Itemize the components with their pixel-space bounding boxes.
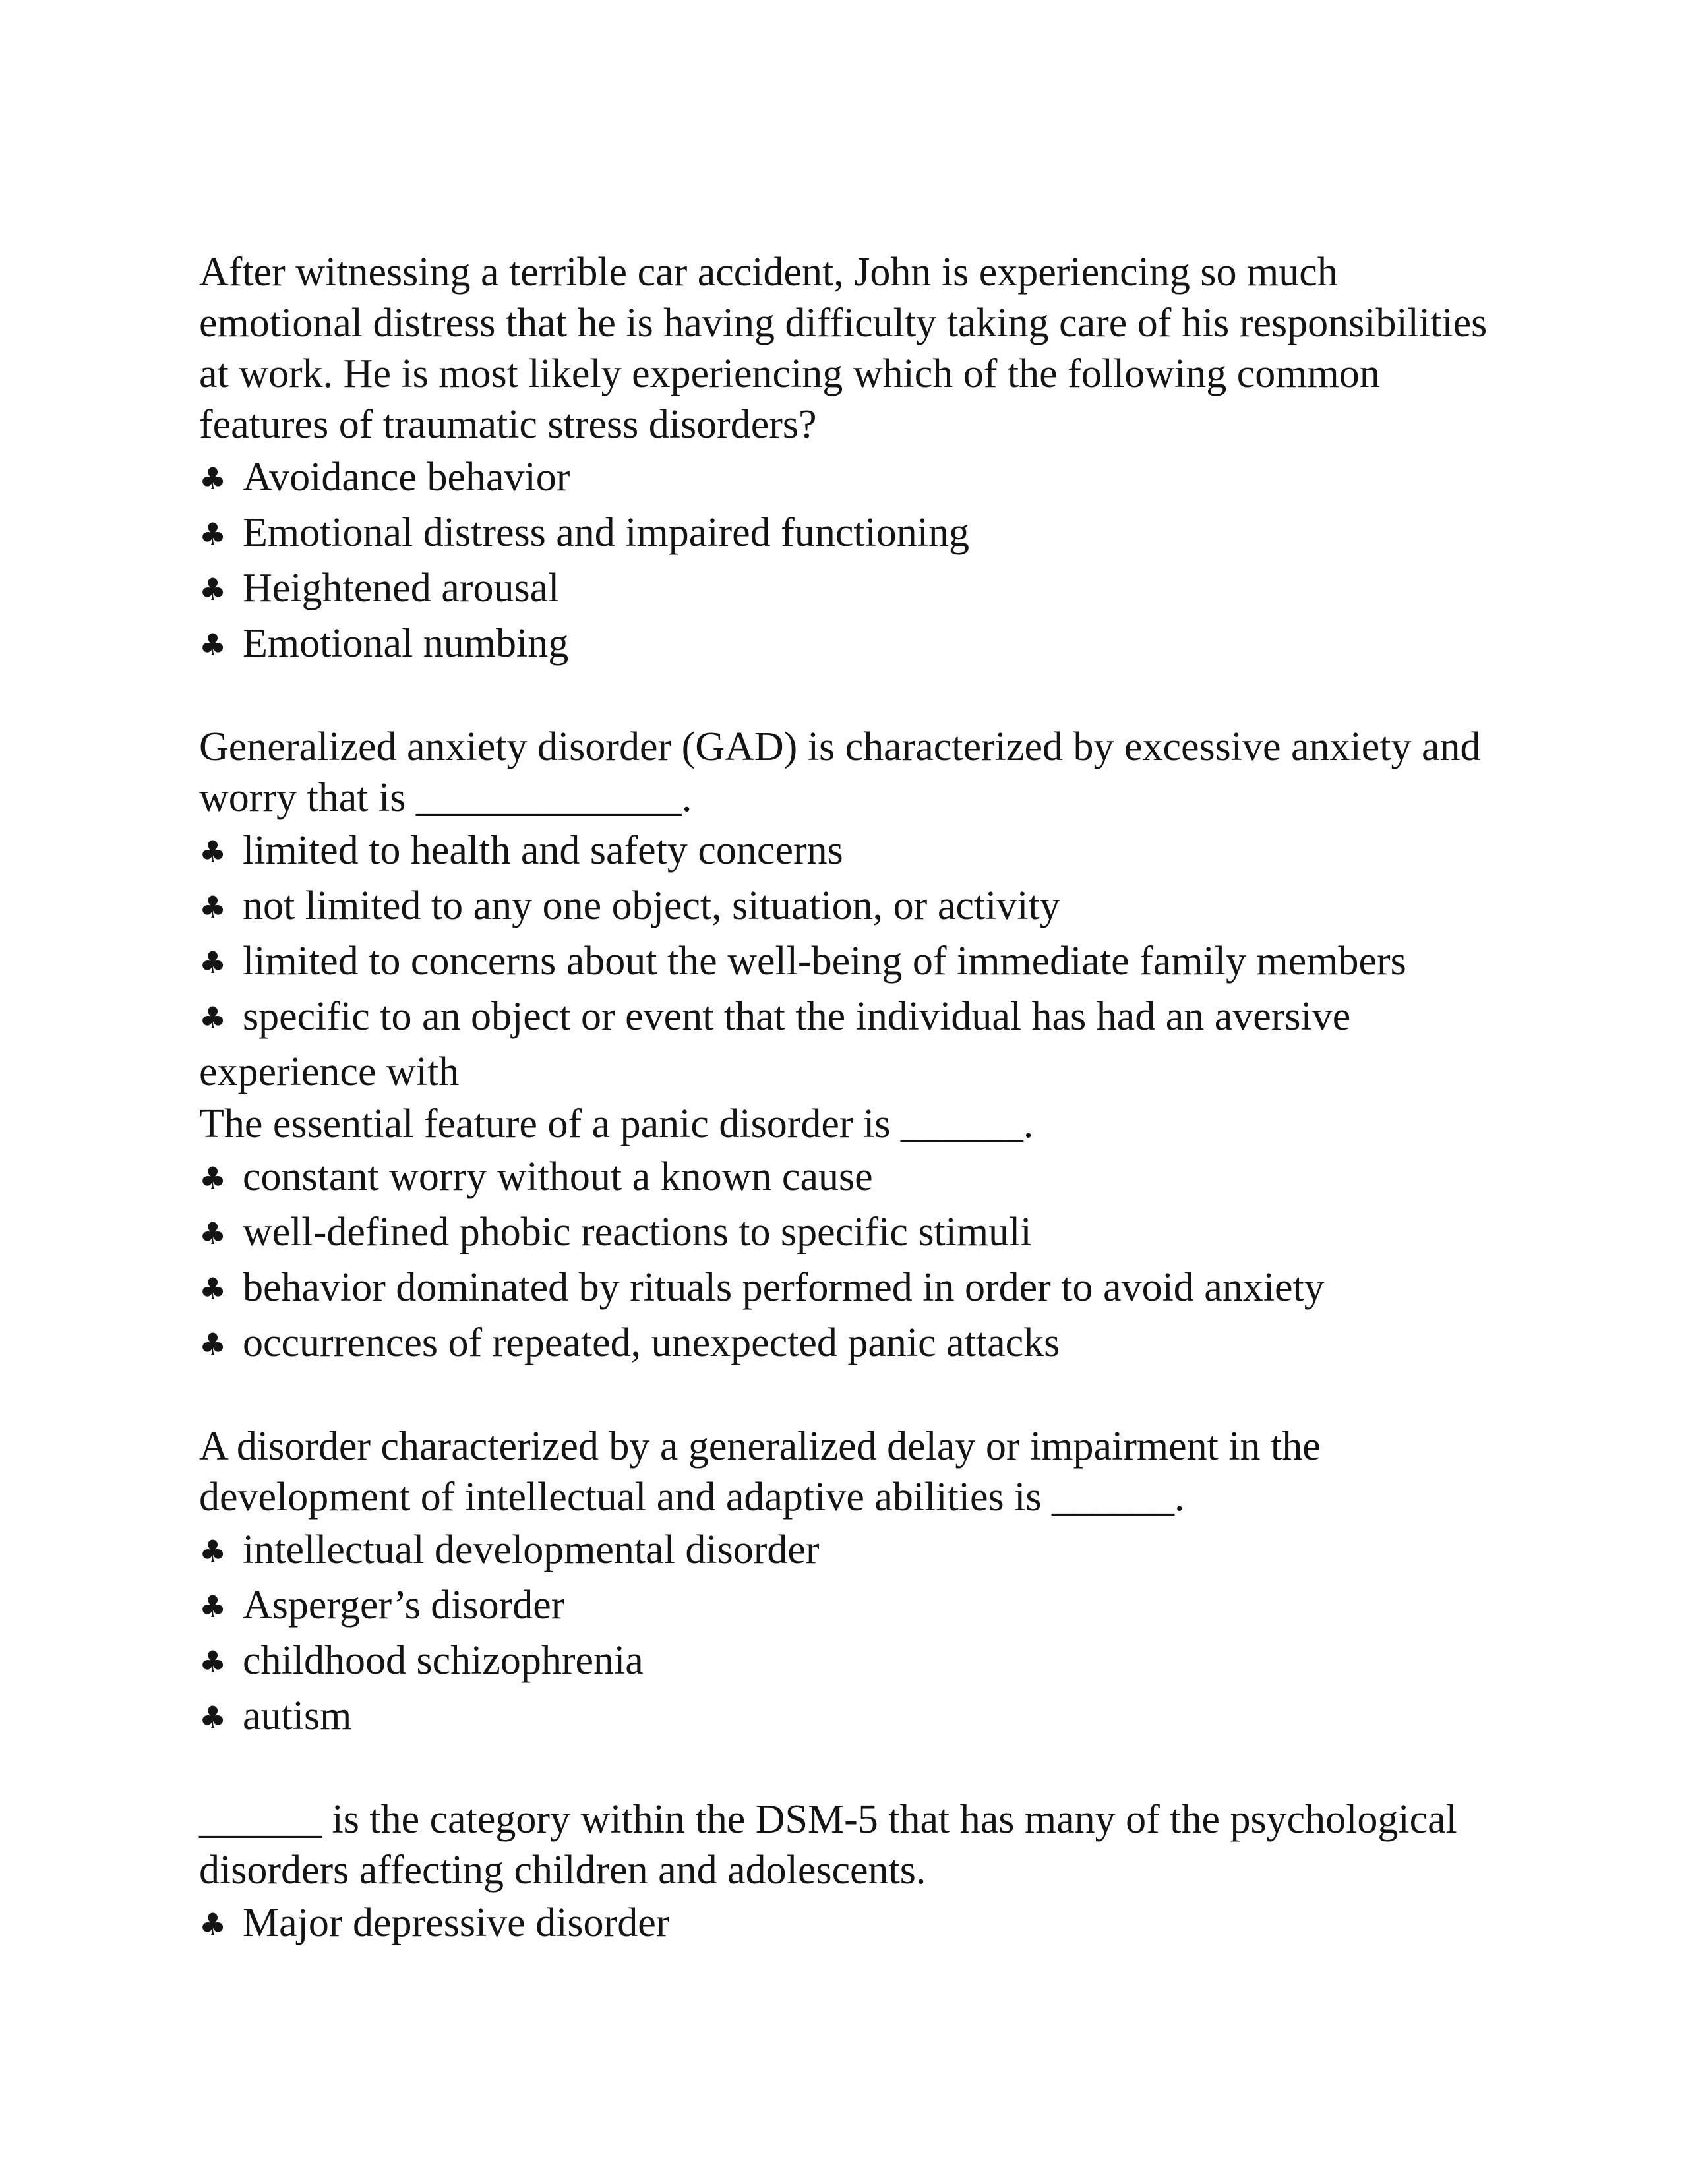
option-item (199, 1316, 1492, 1371)
question-stem: ______ is the category within the DSM-5 that has many of the psychological disorders affecting children and adolescents. (199, 1797, 1457, 1893)
question-5 (199, 1794, 1492, 1951)
club-suit-icon: ♣ (199, 834, 227, 870)
option-text: Emotional distress and impaired functioning (243, 510, 970, 555)
club-suit-icon: ♣ (199, 1589, 227, 1624)
option-text: childhood schizophrenia (243, 1638, 644, 1683)
option-text: Heightened arousal (243, 566, 560, 610)
option-text: intellectual developmental disorder (243, 1527, 820, 1572)
option-text: limited to concerns about the well-being of immediate family members (243, 939, 1406, 984)
club-suit-icon: ♣ (199, 1000, 227, 1036)
option-item (199, 561, 1492, 616)
club-suit-icon: ♣ (199, 1699, 227, 1735)
option-text: Major depressive disorder (243, 1901, 670, 1945)
question-stem: The essential feature of a panic disorder is ______. (199, 1102, 1034, 1146)
question-stem: A disorder characterized by a generalized delay or impairment in the development of intellectual and adaptive abilities is ______. (199, 1424, 1321, 1520)
club-suit-icon: ♣ (199, 627, 227, 663)
question-3 (199, 1099, 1492, 1371)
option-item (199, 879, 1492, 934)
option-text: Avoidance behavior (243, 455, 570, 500)
option-item (199, 934, 1492, 989)
option-list (199, 1523, 1492, 1744)
option-item (199, 1578, 1492, 1634)
club-suit-icon: ♣ (199, 516, 227, 552)
club-suit-icon: ♣ (199, 1533, 227, 1569)
option-list (199, 823, 1492, 1099)
club-suit-icon: ♣ (199, 461, 227, 496)
option-item (199, 989, 1492, 1099)
option-text: behavior dominated by rituals performed in order to avoid anxiety (243, 1265, 1325, 1310)
option-text: constant worry without a known cause (243, 1154, 873, 1199)
club-suit-icon: ♣ (199, 1160, 227, 1196)
option-text: occurrences of repeated, unexpected panic attacks (243, 1320, 1060, 1365)
option-text: not limited to any one object, situation, or activity (243, 883, 1060, 928)
option-text: Emotional numbing (243, 621, 569, 666)
question-4 (199, 1421, 1492, 1744)
club-suit-icon: ♣ (199, 1326, 227, 1362)
option-item (199, 506, 1492, 561)
option-item (199, 1205, 1492, 1260)
document-body (199, 247, 1492, 1951)
option-text: well-defined phobic reactions to specific stimuli (243, 1210, 1032, 1254)
option-text: specific to an object or event that the individual has had an aversive experience with (199, 994, 1351, 1094)
club-suit-icon: ♣ (199, 889, 227, 925)
question-stem: After witnessing a terrible car accident, John is experiencing so much emotional distress that he is having difficulty taking care of his responsibilities at work. He is most likely experiencing which of the following common features of traumatic stress disorders? (199, 250, 1488, 447)
club-suit-icon: ♣ (199, 1644, 227, 1680)
club-suit-icon: ♣ (199, 1216, 227, 1251)
option-text: limited to health and safety concerns (243, 828, 843, 873)
option-list (199, 1896, 1492, 1951)
option-item (199, 1260, 1492, 1316)
option-list (199, 1150, 1492, 1371)
option-text: Asperger’s disorder (243, 1583, 565, 1628)
club-suit-icon: ♣ (199, 1906, 227, 1942)
option-list (199, 450, 1492, 672)
option-item (199, 823, 1492, 879)
option-item (199, 1523, 1492, 1578)
option-item (199, 1150, 1492, 1205)
option-text: autism (243, 1694, 352, 1738)
question-2 (199, 722, 1492, 1099)
club-suit-icon: ♣ (199, 1271, 227, 1307)
question-stem: Generalized anxiety disorder (GAD) is characterized by excessive anxiety and worry that is _____________. (199, 724, 1481, 820)
club-suit-icon: ♣ (199, 572, 227, 607)
club-suit-icon: ♣ (199, 945, 227, 980)
option-item (199, 450, 1492, 506)
option-item (199, 1634, 1492, 1689)
question-1 (199, 247, 1492, 672)
option-item (199, 616, 1492, 672)
option-item (199, 1689, 1492, 1744)
option-item (199, 1896, 1492, 1951)
